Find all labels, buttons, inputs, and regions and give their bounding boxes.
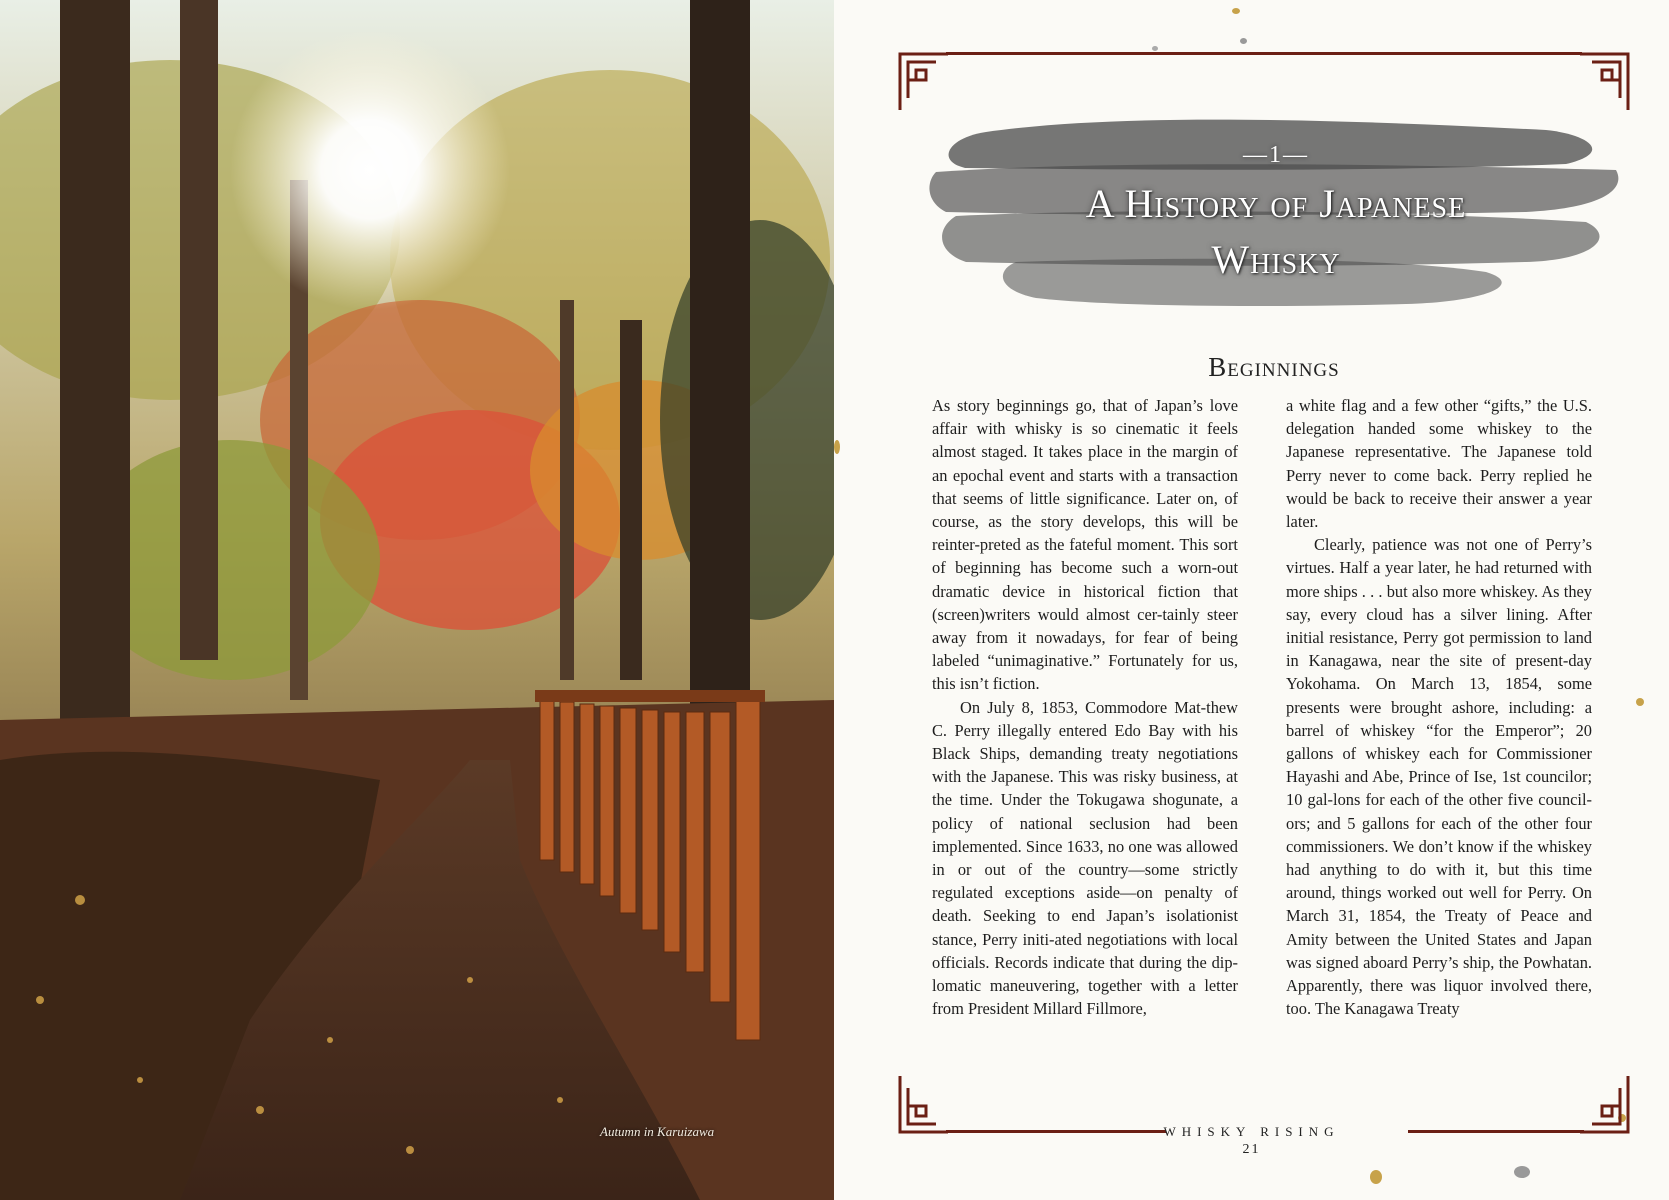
chapter-title-line-2: Whisky — [1211, 237, 1341, 282]
corner-ornament-top-left — [896, 52, 950, 114]
paper-fleck — [1240, 38, 1247, 44]
autumn-forest-photo — [0, 0, 834, 1200]
body-paragraph: a white flag and a few other “gifts,” the U.S. delegation handed some whiskey to the Japanese representative. The Japanese told Perry never to come back. Perry replied he would be back to receive their answer a year later. — [1286, 396, 1592, 532]
paper-fleck — [1370, 1170, 1382, 1184]
chapter-number: —1— — [1243, 142, 1309, 168]
text-page — [834, 0, 1669, 1200]
paper-fleck — [834, 440, 840, 454]
body-paragraph: As story beginnings go, that of Japan’s love affair with whisky is so cinematic it feels almost staged. It takes place in the margin of an epochal event and starts with a transaction that seems of little significance. Later on, of course, as the story develops, this will be reinter-preted as the fateful moment. This sort of beginning has become such a worn-out dramatic device in historical fiction that (screen)writers would almost cer-tainly steer away from it nowadays, for fear of being labeled “unimaginative.” Fortunately for us, this isn’t fiction. — [932, 396, 1238, 694]
page-number: 21 — [1242, 1142, 1261, 1157]
body-column-right — [1286, 394, 1592, 1090]
section-heading: Beginnings — [1208, 352, 1340, 382]
chapter-title — [926, 176, 1626, 288]
frame-top-line — [946, 52, 1582, 55]
paper-fleck — [1232, 8, 1240, 14]
paper-fleck — [1152, 46, 1158, 51]
running-footer-title: WHISKY RISING — [1163, 1124, 1340, 1139]
paper-fleck — [1636, 698, 1644, 706]
paper-fleck — [1514, 1166, 1530, 1178]
body-column-left — [932, 394, 1238, 1090]
body-paragraph: Clearly, patience was not one of Perry’s virtues. Half a year later, he had returned with more ships . . . but also more whiskey. As they say, every cloud has a silver lining. After initial resistance, Perry got permission to land in Kanagawa, near the site of present-day Yokohama. On March 13, 1854, some presents were brought ashore, including: a barrel of whiskey “for the Emperor”; 20 gallons of whiskey each for Commissioner Hayashi and Abe, Prince of Ise, 1st councilor; 10 gal-lons for each of the other five council-ors; and 5 gallons for each of the other four commissioners. We don’t know if the whiskey had anything to do with it, but this time around, things worked out well for Perry. On March 31, 1854, the Treaty of Peace and Amity between the United States and Japan was signed aboard Perry’s ship, the Powhatan. Apparently, there was liquor involved there, too. The Kanagawa Treaty — [1286, 535, 1592, 1019]
forest-illustration — [0, 0, 834, 1200]
corner-ornament-top-right — [1578, 52, 1632, 114]
chapter-banner — [926, 112, 1626, 322]
body-paragraph: On July 8, 1853, Commodore Mat-thew C. Perry illegally entered Edo Bay with his Black Ships, demanding treaty negotiations with the Japanese. This was risky business, at the time. Under the Tokugawa shogunate, a policy of national seclusion had been implemented. Since 1633, no one was allowed in or out of the country—some strictly regulated exceptions aside—on penalty of death. Seeking to end Japan’s isolationist stance, Perry initi-ated negotiations with local officials. Records indicate that during the dip-lomatic maneuvering, together with a letter from President Millard Fillmore, — [932, 697, 1238, 1019]
chapter-title-line-1: A History of Japanese — [1085, 181, 1467, 226]
photo-caption: Autumn in Karuizawa — [600, 1124, 715, 1139]
